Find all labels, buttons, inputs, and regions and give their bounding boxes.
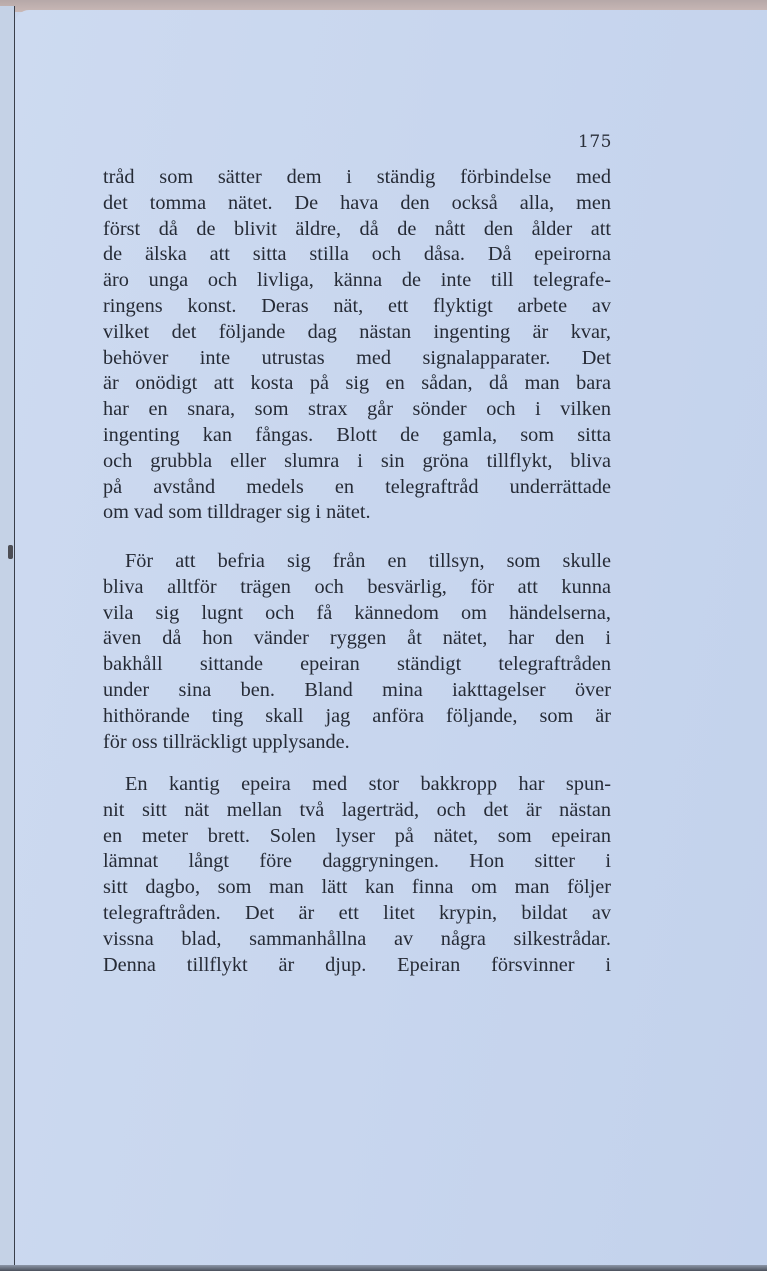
text-line: en meter brett. Solen lyser på nätet, som epeiran (103, 824, 611, 847)
paragraph-3 (103, 772, 611, 978)
text-line: Denna tillflykt är djup. Epeiran försvinner i (103, 953, 611, 976)
text-line: hithörande ting skall jag anföra följande, som är (103, 704, 611, 727)
text-line: sitt dagbo, som man lätt kan finna om man följer (103, 876, 611, 899)
text-line: om vad som tilldrager sig i nätet. (103, 501, 371, 524)
paragraph-1 (103, 165, 611, 526)
text-line: vissna blad, sammanhållna av några silkestrådar. (103, 927, 611, 950)
text-line: bliva alltför trägen och besvärlig, för att kunna (103, 575, 611, 598)
paragraph-2 (103, 549, 611, 755)
bookmark-ribbon-icon (8, 545, 13, 559)
text-line: bakhåll sittande epeiran ständigt telegraftråden (103, 653, 611, 676)
text-line: vila sig lugnt och få kännedom om händelserna, (103, 601, 611, 624)
text-line: har en snara, som strax går sönder och i vilken (103, 398, 611, 421)
text-line: nit sitt nät mellan två lagerträd, och det är nästan (103, 798, 611, 821)
text-line: först då de blivit äldre, då de nått den ålder att (103, 217, 611, 240)
text-line: vilket det följande dag nästan ingenting är kvar, (103, 320, 611, 343)
text-line: på avstånd medels en telegraftråd underrättade (103, 475, 611, 498)
text-line: för oss tillräckligt upplysande. (103, 730, 350, 753)
previous-page-edge (0, 6, 15, 1271)
text-line: behöver inte utrustas med signalapparater. Det (103, 346, 611, 369)
text-line: och grubbla eller slumra i sin gröna tillflykt, bliva (103, 449, 611, 472)
text-line: under sina ben. Bland mina iakttagelser över (103, 678, 611, 701)
text-line: det tomma nätet. De hava den också alla, men (103, 191, 611, 214)
text-line: de älska att sitta stilla och dåsa. Då epeirorna (103, 243, 611, 266)
text-line: ringens konst. Deras nät, ett flyktigt arbete av (103, 294, 611, 317)
book-bottom-edge (0, 1265, 767, 1271)
text-line: tråd som sätter dem i ständig förbindelse med (103, 166, 611, 188)
text-line: äro unga och livliga, känna de inte till telegrafe- (103, 269, 611, 292)
text-line: är onödigt att kosta på sig en sådan, då man bara (103, 372, 611, 395)
text-line: telegraftråden. Det är ett litet krypin, bildat av (103, 901, 611, 924)
text-line: En kantig epeira med stor bakkropp har spun- (125, 773, 611, 795)
text-line: ingenting kan fångas. Blott de gamla, som sitta (103, 423, 611, 446)
text-line: lämnat långt före daggryningen. Hon sitter i (103, 850, 611, 873)
text-line: För att befria sig från en tillsyn, som skulle (125, 550, 611, 572)
page-number: 175 (578, 132, 612, 152)
text-line: även då hon vänder ryggen åt nätet, har den i (103, 627, 611, 650)
